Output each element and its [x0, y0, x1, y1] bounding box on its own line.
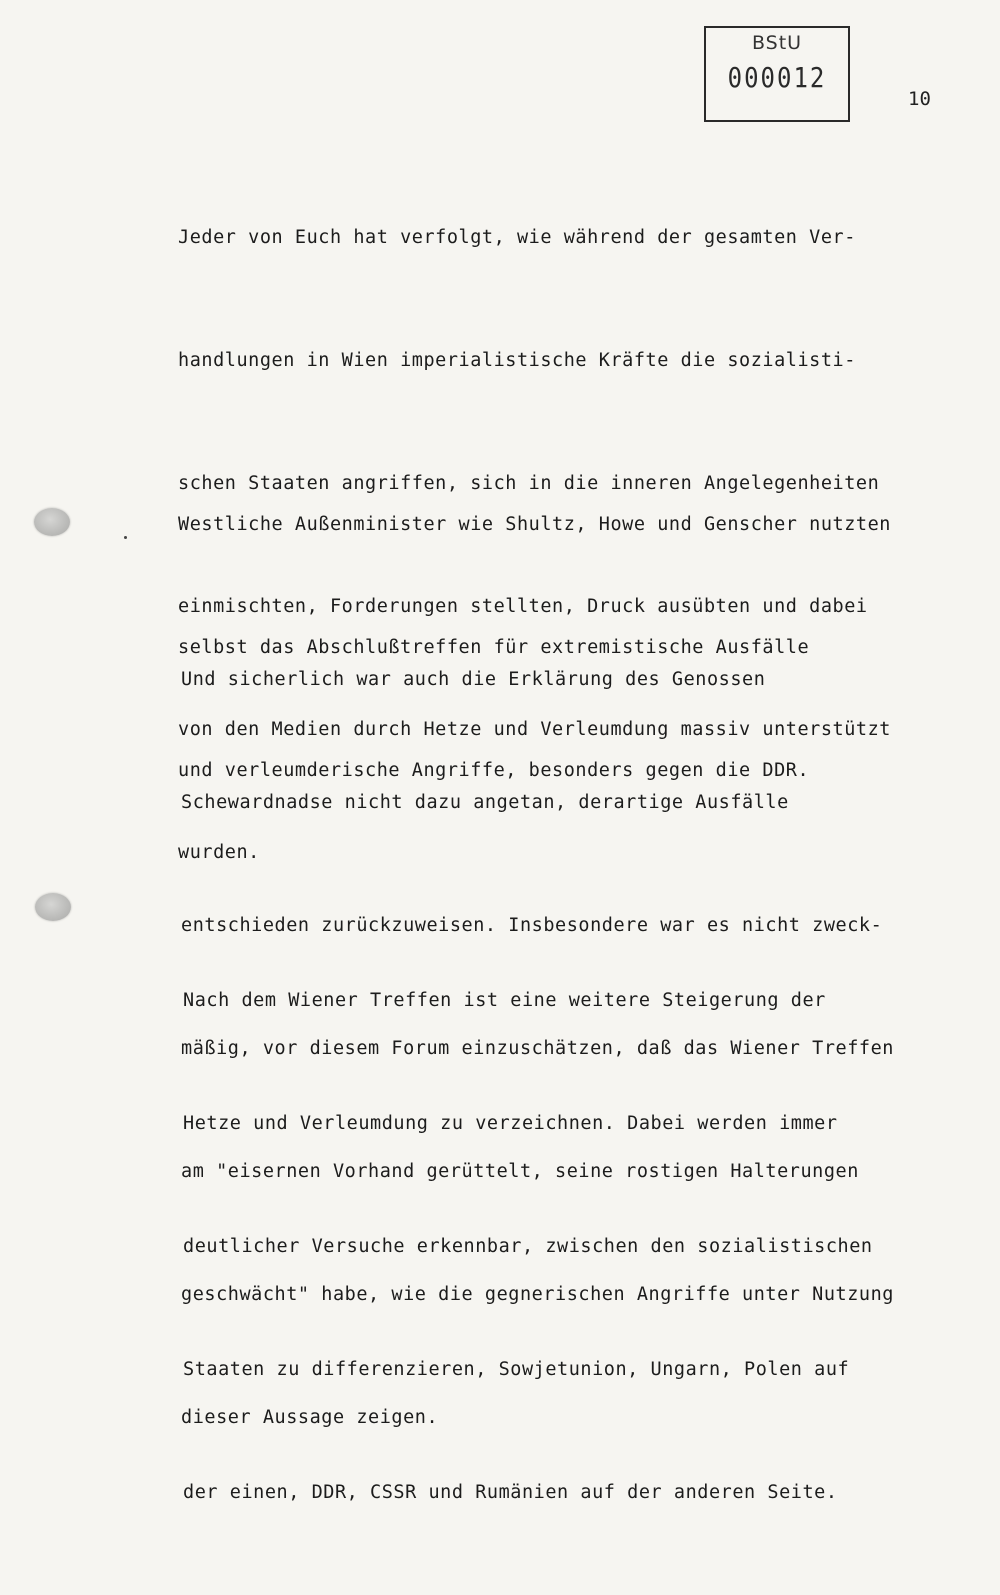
page-number: 10: [908, 88, 931, 110]
text-line: Staaten zu differenzieren, Sowjetunion, Ungarn, Polen auf: [183, 1359, 850, 1380]
text-line: schen Staaten angriffen, sich in die inneren Angelegenheiten: [178, 473, 880, 494]
stamp-org-label: BStU: [751, 32, 803, 54]
stamp-number: 000012: [727, 61, 827, 95]
text-line: von den Medien durch Hetze und Verleumdung massiv unterstützt: [178, 719, 891, 740]
paragraph-4: [183, 898, 873, 1595]
text-line: der einen, DDR, CSSR und Rumänien auf der anderen Seite.: [183, 1482, 838, 1503]
text-line: und verleumderische Angriffe, besonders gegen die DDR.: [178, 760, 810, 781]
text-line: Nach dem Wiener Treffen ist eine weitere Steigerung der: [183, 990, 826, 1011]
text-line: dieser Aussage zeigen.: [181, 1407, 439, 1428]
punch-hole: [35, 893, 71, 921]
text-line: geschwächt" habe, wie die gegnerischen Angriffe unter Nutzung: [181, 1284, 894, 1305]
punch-hole: [34, 508, 70, 536]
text-line: Schewardnadse nicht dazu angetan, derartige Ausfälle: [181, 792, 789, 813]
text-line: Westliche Außenminister wie Shultz, Howe und Genscher nutzten: [178, 514, 891, 535]
text-line: entschieden zurückzuweisen. Insbesondere war es nicht zweck-: [181, 915, 883, 936]
text-line: am "eisernen Vorhand gerüttelt, seine rostigen Halterungen: [181, 1161, 859, 1182]
text-line: handlungen in Wien imperialistische Kräfte die sozialisti-: [178, 350, 856, 371]
archive-stamp: [704, 26, 850, 122]
text-line: einmischten, Forderungen stellten, Druck ausübten und dabei: [178, 596, 868, 617]
text-line: selbst das Abschlußtreffen für extremistische Ausfälle: [178, 637, 810, 658]
text-line: mäßig, vor diesem Forum einzuschätzen, daß das Wiener Treffen: [181, 1038, 894, 1059]
ink-speck: [124, 536, 127, 539]
text-line: Jeder von Euch hat verfolgt, wie während der gesamten Ver-: [178, 227, 856, 248]
text-line: wurden.: [178, 842, 260, 863]
text-line: Und sicherlich war auch die Erklärung des Genossen: [181, 669, 766, 690]
text-line: deutlicher Versuche erkennbar, zwischen den sozialistischen: [183, 1236, 873, 1257]
text-line: Hetze und Verleumdung zu verzeichnen. Dabei werden immer: [183, 1113, 838, 1134]
